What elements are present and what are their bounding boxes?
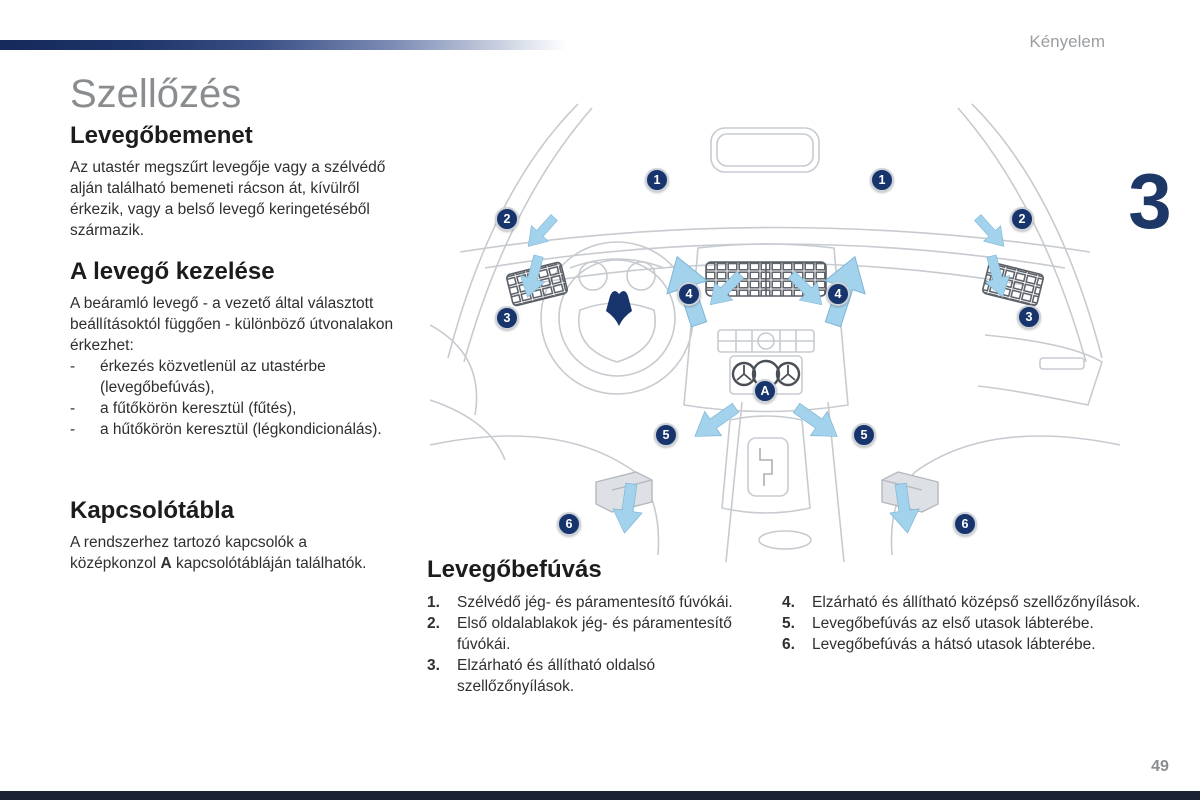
footer-bar [0, 791, 1200, 800]
dashboard-linework [430, 104, 1120, 562]
paragraph-kezelese: A beáramló levegő - a vezető által választott beállításoktól függően - különböző útvonalakon érkezhet: [70, 295, 394, 354]
list-item [70, 398, 410, 419]
page-title: Szellőzés [70, 72, 242, 116]
chapter-number-tab: 3 [1128, 157, 1172, 245]
item-number: 3. [427, 657, 440, 674]
list-item [427, 655, 767, 697]
bullet-marker: - [70, 400, 76, 417]
item-number: 5. [782, 615, 795, 632]
list-item [782, 634, 1152, 655]
callout-a-switch-panel: A [753, 379, 777, 403]
section-heading-levegobemenet: Levegőbemenet [70, 122, 253, 149]
callout-2-left: 2 [495, 207, 519, 231]
section-heading-levegobefuvas: Levegőbefúvás [427, 556, 602, 583]
peugeot-logo [606, 291, 632, 326]
page-number: 49 [1151, 758, 1169, 775]
instrument-dial [627, 262, 655, 290]
item-text: Első oldalablakok jég- és páramentesítő fúvókái. [457, 615, 732, 653]
numbered-list-right [782, 592, 1152, 655]
callout-4-left: 4 [677, 282, 701, 306]
callout-1-right: 1 [870, 168, 894, 192]
list-item [782, 613, 1152, 634]
callout-3-right: 3 [1017, 305, 1041, 329]
bullet-text: érkezés közvetlenül az utastérbe (levegőbefúvás), [100, 358, 326, 396]
header-gradient-bar [0, 40, 578, 50]
arrow-sidewindow-left [520, 210, 563, 254]
section-heading-kezelese: A levegő kezelése [70, 258, 275, 285]
paragraph-kapcsolotabla [70, 532, 380, 574]
arrow-frontfootwell-right [788, 396, 846, 449]
item-text: Levegőbefúvás a hátsó utasok lábterébe. [812, 636, 1096, 653]
numbered-list-left [427, 592, 767, 697]
item-text: Elzárható és állítható középső szellőzőnyílások. [812, 594, 1141, 611]
list-item [70, 356, 410, 398]
bullet-marker: - [70, 421, 76, 438]
list-item [427, 613, 767, 655]
item-number: 1. [427, 594, 440, 611]
item-number: 2. [427, 615, 440, 632]
chapter-title: Kényelem [1029, 32, 1105, 51]
dashboard-illustration [430, 100, 1120, 570]
switch-panel-ref: A [160, 555, 172, 572]
callout-5-left: 5 [654, 423, 678, 447]
item-text: Elzárható és állítható oldalsó szellőzőnyílások. [457, 657, 656, 695]
paragraph-part: A rendszerhez tartozó kapcsolók a középkonzol [70, 534, 307, 572]
item-text: Levegőbefúvás az első utasok lábterébe. [812, 615, 1094, 632]
item-number: 4. [782, 594, 795, 611]
callout-6-right: 6 [953, 512, 977, 536]
list-item [70, 419, 410, 440]
callout-3-left: 3 [495, 306, 519, 330]
list-item [782, 592, 1152, 613]
arrow-sidewindow-right [969, 210, 1012, 254]
item-number: 6. [782, 636, 795, 653]
gear-gate [748, 438, 788, 496]
arrow-frontfootwell-left [686, 396, 744, 449]
list-item [427, 592, 767, 613]
bullet-marker: - [70, 358, 76, 375]
callout-5-right: 5 [852, 423, 876, 447]
callout-6-left: 6 [557, 512, 581, 536]
bullet-list [70, 356, 410, 440]
bullet-text: a hűtőkörön keresztül (légkondicionálás). [100, 421, 382, 438]
airflow-arrows [515, 210, 1014, 535]
section-heading-kapcsolotabla: Kapcsolótábla [70, 497, 235, 524]
callout-1-left: 1 [645, 168, 669, 192]
footwell-vent-boxes [596, 472, 938, 512]
callout-2-right: 2 [1010, 207, 1034, 231]
paragraph-levegobemenet: Az utastér megszűrt levegője vagy a szélvédő alján található bemeneti rácson át, kívülről érkezik, vagy a belső levegő keringetéséből származik. [70, 159, 386, 239]
paragraph-part: kapcsolótábláján találhatók. [171, 555, 367, 572]
callout-4-right: 4 [826, 282, 850, 306]
bullet-text: a fűtőkörön keresztül (fűtés), [100, 400, 297, 417]
item-text: Szélvédő jég- és páramentesítő fúvókái. [457, 594, 733, 611]
